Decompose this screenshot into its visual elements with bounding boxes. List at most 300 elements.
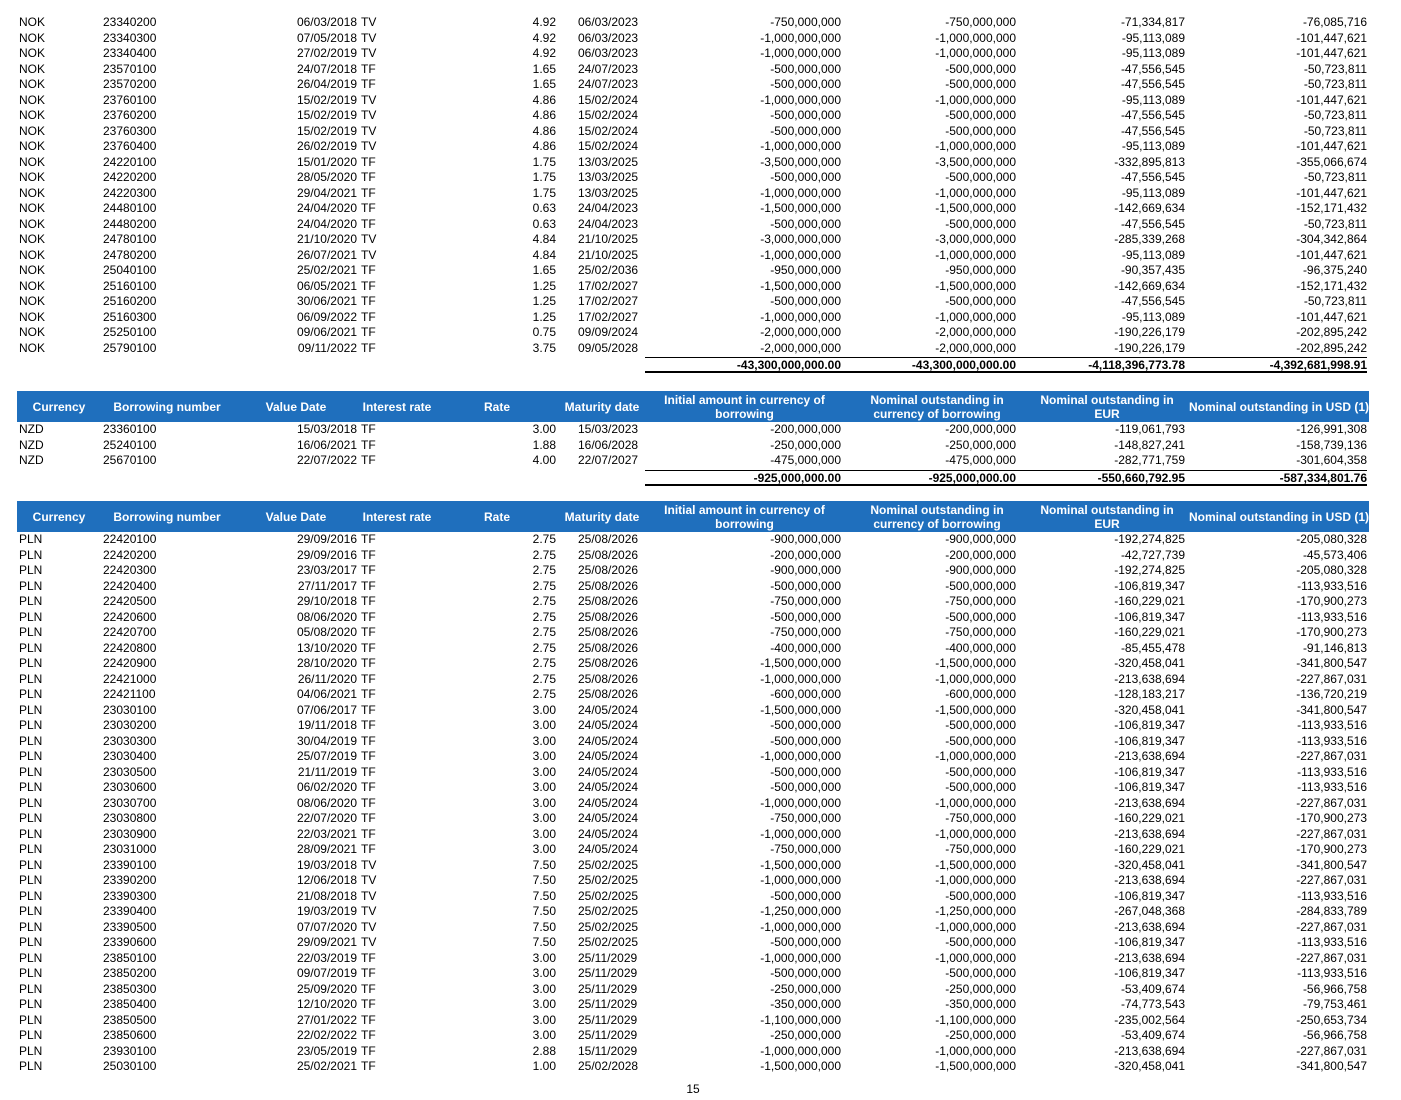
nominal-usd-cell: -170,900,273 (1296, 625, 1367, 639)
table-row (17, 641, 1369, 657)
nominal-ccy-cell: -3,000,000,000 (935, 232, 1016, 246)
borrowing-number-cell: 25030100 (103, 1059, 157, 1073)
value-date-cell: 22/07/2022 (296, 453, 357, 467)
nominal-eur-cell: -53,409,674 (1120, 981, 1185, 996)
nominal-ccy-cell: -900,000,000 (945, 532, 1016, 546)
currency-cell: PLN (19, 780, 43, 794)
rate-cell: 2.75 (532, 625, 556, 639)
interest-type-cell: TV (361, 232, 377, 246)
nominal-usd-cell: -113,933,516 (1297, 935, 1367, 949)
nominal-usd-cell: -152,171,432 (1296, 278, 1367, 293)
nominal-eur-cell: -285,339,268 (1114, 232, 1185, 246)
currency-cell: NOK (19, 247, 46, 262)
nominal-usd-cell: -341,800,547 (1296, 857, 1367, 872)
nominal-usd-cell: -205,080,328 (1296, 563, 1367, 577)
initial-amount-cell: -1,500,000,000 (760, 201, 841, 215)
maturity-date-cell: 09/05/2028 (578, 340, 639, 355)
nominal-eur-cell: -119,061,793 (1115, 422, 1185, 436)
borrowing-number-cell: 23760200 (103, 108, 157, 122)
nominal-eur-cell: -47,556,545 (1120, 123, 1185, 138)
maturity-date-cell: 06/03/2023 (578, 46, 639, 60)
borrowing-number-cell: 23390200 (103, 873, 157, 887)
rate-cell: 2.75 (532, 532, 556, 546)
nominal-usd-cell: -170,900,273 (1296, 811, 1367, 825)
nzd-borrowings-table (17, 391, 1369, 485)
currency-cell: PLN (19, 950, 43, 965)
initial-amount-cell: -500,000,000 (770, 123, 841, 138)
maturity-date-cell: 25/11/2029 (578, 966, 638, 980)
nominal-ccy-cell: -600,000,000 (945, 687, 1016, 701)
table-row (17, 951, 1369, 967)
initial-amount-cell: -500,000,000 (770, 935, 841, 949)
borrowing-number-cell: 23390100 (103, 857, 157, 872)
nominal-ccy-cell: -500,000,000 (945, 294, 1016, 308)
currency-cell: PLN (19, 935, 43, 949)
interest-type-cell: TF (361, 811, 376, 825)
nominal-ccy-cell: -1,000,000,000 (935, 309, 1016, 324)
currency-cell: NOK (19, 294, 46, 308)
table-row (17, 687, 1369, 703)
value-date-cell: 24/04/2020 (296, 201, 357, 215)
maturity-date-cell: 25/11/2029 (578, 997, 638, 1011)
rate-cell: 7.50 (532, 904, 556, 918)
borrowing-number-cell: 23850600 (103, 1028, 157, 1042)
maturity-date-cell: 25/02/2025 (578, 935, 639, 949)
value-date-cell: 22/03/2021 (296, 826, 357, 841)
nominal-ccy-cell: -1,500,000,000 (935, 1059, 1016, 1073)
nominal-eur-cell: -85,455,478 (1120, 640, 1185, 655)
column-header-nominal-outstanding-usd: Nominal outstanding in USD (1) (1189, 509, 1369, 524)
value-date-cell: 16/06/2021 (296, 437, 357, 452)
currency-cell: PLN (19, 811, 43, 825)
currency-cell: PLN (19, 826, 43, 841)
rate-cell: 0.63 (532, 201, 556, 215)
nominal-eur-cell: -47,556,545 (1120, 170, 1185, 184)
maturity-date-cell: 15/02/2024 (578, 123, 639, 138)
currency-cell: PLN (19, 749, 43, 763)
maturity-date-cell: 25/08/2026 (578, 578, 639, 593)
value-date-cell: 09/11/2022 (297, 340, 357, 355)
table-row (17, 935, 1369, 951)
table-row (17, 248, 1369, 264)
nominal-eur-cell: -47,556,545 (1120, 216, 1185, 231)
column-header-initial-amount: Initial amount in currency of borrowing (664, 502, 825, 531)
currency-cell: NOK (19, 170, 46, 184)
nominal-usd-cell: -227,867,031 (1296, 671, 1367, 686)
borrowing-number-cell: 23360100 (103, 422, 157, 436)
table-header (17, 391, 1369, 422)
nominal-ccy-cell: -750,000,000 (945, 15, 1016, 29)
value-date-cell: 27/01/2022 (296, 1012, 357, 1027)
table-row (17, 438, 1369, 454)
initial-amount-cell: -3,500,000,000 (760, 154, 841, 169)
initial-amount-cell: -1,000,000,000 (760, 919, 841, 934)
column-header-interest-rate: Interest rate (362, 509, 432, 524)
interest-type-cell: TV (361, 857, 377, 872)
nominal-ccy-cell: -1,000,000,000 (935, 247, 1016, 262)
value-date-cell: 26/11/2020 (297, 671, 357, 686)
rate-cell: 4.84 (532, 232, 556, 246)
nominal-usd-cell: -158,739,136 (1296, 437, 1367, 452)
maturity-date-cell: 25/11/2029 (578, 1012, 638, 1027)
nominal-eur-cell: -190,226,179 (1114, 325, 1185, 339)
interest-type-cell: TF (361, 578, 376, 593)
table-row (17, 765, 1369, 781)
borrowing-number-cell: 23030300 (103, 733, 157, 748)
initial-amount-cell: -1,000,000,000 (760, 309, 841, 324)
currency-cell: PLN (19, 873, 43, 887)
interest-type-cell: TV (361, 919, 377, 934)
value-date-cell: 26/07/2021 (296, 247, 357, 262)
value-date-cell: 29/10/2018 (296, 594, 357, 608)
interest-type-cell: TF (361, 640, 376, 655)
nominal-eur-cell: -106,819,347 (1114, 609, 1185, 624)
interest-type-cell: TF (361, 1043, 376, 1058)
nominal-ccy-cell: -1,000,000,000 (935, 185, 1016, 200)
initial-amount-cell: -475,000,000 (770, 453, 841, 467)
nominal-eur-cell: -142,669,634 (1114, 201, 1185, 215)
interest-type-cell: TF (361, 966, 376, 980)
maturity-date-cell: 24/05/2024 (578, 718, 639, 732)
column-header-value-date: Value Date (265, 399, 327, 414)
nominal-usd-cell: -301,604,358 (1296, 453, 1367, 467)
nominal-eur-cell: -90,357,435 (1120, 263, 1185, 277)
borrowing-number-cell: 23390500 (103, 919, 157, 934)
value-date-cell: 25/02/2021 (296, 263, 357, 277)
nominal-usd-cell: -45,573,406 (1302, 547, 1367, 562)
table-row (17, 77, 1369, 93)
interest-type-cell: TV (361, 904, 377, 918)
nominal-usd-cell: -101,447,621 (1296, 247, 1367, 262)
table-header (17, 501, 1369, 532)
value-date-cell: 13/10/2020 (296, 640, 357, 655)
currency-cell: PLN (19, 563, 43, 577)
value-date-cell: 12/10/2020 (296, 997, 357, 1011)
nominal-eur-cell: -160,229,021 (1114, 625, 1185, 639)
maturity-date-cell: 24/04/2023 (578, 216, 639, 231)
interest-type-cell: TF (361, 61, 376, 76)
maturity-date-cell: 24/05/2024 (578, 749, 639, 763)
maturity-date-cell: 09/09/2024 (578, 325, 639, 339)
maturity-date-cell: 24/05/2024 (578, 842, 639, 856)
value-date-cell: 21/11/2019 (297, 764, 357, 779)
value-date-cell: 19/03/2019 (296, 904, 357, 918)
nominal-eur-cell: -213,638,694 (1114, 795, 1185, 810)
interest-type-cell: TF (361, 154, 376, 169)
maturity-date-cell: 15/11/2029 (578, 1043, 638, 1058)
value-date-cell: 09/07/2019 (296, 966, 357, 980)
nominal-eur-cell: -282,771,759 (1114, 453, 1185, 467)
table-row (17, 217, 1369, 233)
column-header-initial-amount: Initial amount in currency of borrowing (664, 392, 825, 421)
table-row (17, 1013, 1369, 1029)
initial-amount-cell: -1,000,000,000 (760, 46, 841, 60)
table-row (17, 703, 1369, 719)
nominal-ccy-cell: -1,000,000,000 (935, 950, 1016, 965)
currency-cell: PLN (19, 1012, 43, 1027)
maturity-date-cell: 16/06/2028 (578, 437, 639, 452)
nominal-ccy-cell: -350,000,000 (945, 997, 1016, 1011)
rate-cell: 1.65 (532, 61, 556, 76)
initial-amount-cell: -950,000,000 (770, 263, 841, 277)
nominal-usd-cell: -170,900,273 (1296, 842, 1367, 856)
nominal-ccy-cell: -2,000,000,000 (935, 325, 1016, 339)
rate-cell: 3.00 (532, 1028, 556, 1042)
nominal-eur-cell: -213,638,694 (1114, 1043, 1185, 1058)
currency-cell: PLN (19, 609, 43, 624)
maturity-date-cell: 21/10/2025 (578, 232, 639, 246)
initial-amount-cell: -500,000,000 (770, 216, 841, 231)
currency-cell: PLN (19, 997, 43, 1011)
interest-type-cell: TV (361, 888, 377, 903)
nominal-eur-cell: -213,638,694 (1114, 950, 1185, 965)
borrowing-number-cell: 22420500 (103, 594, 157, 608)
currency-cell: NOK (19, 108, 46, 122)
nominal-eur-cell: -213,638,694 (1114, 826, 1185, 841)
nominal-ccy-cell: -1,500,000,000 (935, 201, 1016, 215)
value-date-cell: 29/04/2021 (296, 185, 357, 200)
rate-cell: 3.00 (532, 826, 556, 841)
rate-cell: 2.75 (532, 671, 556, 686)
nominal-eur-cell: -106,819,347 (1114, 578, 1185, 593)
currency-cell: PLN (19, 578, 43, 593)
rate-cell: 4.86 (532, 92, 556, 107)
nominal-ccy-cell: -1,500,000,000 (935, 702, 1016, 717)
currency-cell: NZD (19, 422, 44, 436)
nominal-usd-cell: -304,342,864 (1296, 232, 1367, 246)
interest-type-cell: TF (361, 294, 376, 308)
value-date-cell: 28/10/2020 (296, 656, 357, 670)
borrowing-number-cell: 25160100 (103, 278, 157, 293)
borrowing-number-cell: 25160200 (103, 294, 157, 308)
nominal-ccy-cell: -900,000,000 (945, 563, 1016, 577)
interest-type-cell: TF (361, 842, 376, 856)
table-row (17, 904, 1369, 920)
nominal-ccy-cell: -500,000,000 (945, 61, 1016, 76)
currency-cell: NZD (19, 453, 44, 467)
total-nominal-eur: -4,118,396,773.78 (1016, 357, 1185, 373)
interest-type-cell: TF (361, 563, 376, 577)
nominal-ccy-cell: -250,000,000 (945, 981, 1016, 996)
table-row (17, 341, 1369, 357)
nominal-usd-cell: -113,933,516 (1297, 578, 1367, 593)
rate-cell: 3.00 (532, 981, 556, 996)
interest-type-cell: TV (361, 92, 377, 107)
borrowing-number-cell: 24220200 (103, 170, 157, 184)
borrowing-number-cell: 23340200 (103, 15, 157, 29)
interest-type-cell: TF (361, 1028, 376, 1042)
initial-amount-cell: -900,000,000 (770, 563, 841, 577)
table-row (17, 594, 1369, 610)
table-row (17, 155, 1369, 171)
initial-amount-cell: -1,250,000,000 (760, 904, 841, 918)
nominal-ccy-cell: -500,000,000 (945, 123, 1016, 138)
rate-cell: 4.86 (532, 139, 556, 153)
currency-cell: NOK (19, 61, 46, 76)
currency-cell: PLN (19, 733, 43, 748)
nominal-eur-cell: -235,002,564 (1114, 1012, 1185, 1027)
maturity-date-cell: 25/08/2026 (578, 687, 639, 701)
nominal-ccy-cell: -400,000,000 (945, 640, 1016, 655)
borrowing-number-cell: 23030600 (103, 780, 157, 794)
maturity-date-cell: 25/08/2026 (578, 656, 639, 670)
currency-cell: NOK (19, 309, 46, 324)
value-date-cell: 27/11/2017 (297, 578, 357, 593)
nominal-eur-cell: -106,819,347 (1114, 966, 1185, 980)
borrowing-number-cell: 22420100 (103, 532, 157, 546)
borrowing-number-cell: 23850200 (103, 966, 157, 980)
borrowing-number-cell: 24220100 (103, 154, 157, 169)
value-date-cell: 26/04/2019 (296, 77, 357, 91)
currency-cell: NOK (19, 92, 46, 107)
interest-type-cell: TF (361, 309, 376, 324)
maturity-date-cell: 15/02/2024 (578, 92, 639, 107)
nominal-usd-cell: -50,723,811 (1303, 170, 1367, 184)
initial-amount-cell: -900,000,000 (770, 532, 841, 546)
initial-amount-cell: -500,000,000 (770, 609, 841, 624)
nominal-ccy-cell: -500,000,000 (945, 888, 1016, 903)
table-row (17, 201, 1369, 217)
value-date-cell: 24/07/2018 (296, 61, 357, 76)
maturity-date-cell: 15/02/2024 (578, 108, 639, 122)
nominal-usd-cell: -79,753,461 (1302, 997, 1367, 1011)
rate-cell: 1.65 (532, 263, 556, 277)
interest-type-cell: TV (361, 30, 377, 45)
borrowing-number-cell: 25670100 (103, 453, 157, 467)
rate-cell: 3.00 (532, 702, 556, 717)
initial-amount-cell: -1,500,000,000 (760, 278, 841, 293)
currency-cell: PLN (19, 904, 43, 918)
rate-cell: 3.00 (532, 811, 556, 825)
maturity-date-cell: 25/02/2025 (578, 888, 639, 903)
nominal-ccy-cell: -500,000,000 (945, 609, 1016, 624)
interest-type-cell: TF (361, 1059, 376, 1073)
interest-type-cell: TF (361, 671, 376, 686)
nominal-usd-cell: -341,800,547 (1296, 656, 1367, 670)
nominal-ccy-cell: -500,000,000 (945, 966, 1016, 980)
interest-type-cell: TF (361, 749, 376, 763)
table-row (17, 46, 1369, 62)
maturity-date-cell: 25/02/2025 (578, 857, 639, 872)
table-row (17, 749, 1369, 765)
borrowing-number-cell: 23570200 (103, 77, 157, 91)
nominal-ccy-cell: -200,000,000 (945, 547, 1016, 562)
nominal-eur-cell: -320,458,041 (1114, 656, 1185, 670)
rate-cell: 1.75 (532, 185, 556, 200)
nominal-ccy-cell: -1,000,000,000 (935, 1043, 1016, 1058)
nominal-usd-cell: -113,933,516 (1297, 888, 1367, 903)
nominal-usd-cell: -101,447,621 (1296, 46, 1367, 60)
borrowing-number-cell: 23760100 (103, 92, 157, 107)
nominal-eur-cell: -142,669,634 (1114, 278, 1185, 293)
nominal-usd-cell: -284,833,789 (1296, 904, 1367, 918)
initial-amount-cell: -500,000,000 (770, 294, 841, 308)
borrowing-number-cell: 25790100 (103, 340, 157, 355)
nominal-usd-cell: -227,867,031 (1296, 873, 1367, 887)
borrowing-number-cell: 25240100 (103, 437, 157, 452)
nominal-ccy-cell: -750,000,000 (945, 594, 1016, 608)
maturity-date-cell: 25/08/2026 (578, 671, 639, 686)
nominal-ccy-cell: -500,000,000 (945, 733, 1016, 748)
nominal-usd-cell: -50,723,811 (1303, 61, 1367, 76)
table-row (17, 31, 1369, 47)
nominal-ccy-cell: -500,000,000 (945, 77, 1016, 91)
interest-type-cell: TF (361, 185, 376, 200)
rate-cell: 3.00 (532, 842, 556, 856)
interest-type-cell: TF (361, 625, 376, 639)
interest-type-cell: TF (361, 325, 376, 339)
table-row (17, 982, 1369, 998)
nominal-eur-cell: -95,113,089 (1121, 247, 1185, 262)
initial-amount-cell: -350,000,000 (770, 997, 841, 1011)
nominal-eur-cell: -160,229,021 (1114, 594, 1185, 608)
nominal-eur-cell: -47,556,545 (1120, 61, 1185, 76)
initial-amount-cell: -500,000,000 (770, 108, 841, 122)
initial-amount-cell: -250,000,000 (770, 437, 841, 452)
value-date-cell: 30/04/2019 (296, 733, 357, 748)
totals-row (17, 356, 1369, 372)
nominal-eur-cell: -160,229,021 (1114, 811, 1185, 825)
column-header-rate: Rate (483, 509, 510, 524)
nominal-eur-cell: -95,113,089 (1121, 30, 1185, 45)
nominal-eur-cell: -320,458,041 (1114, 702, 1185, 717)
currency-cell: PLN (19, 1028, 43, 1042)
currency-cell: NOK (19, 216, 46, 231)
interest-type-cell: TV (361, 247, 377, 262)
borrowing-number-cell: 22421100 (103, 687, 156, 701)
value-date-cell: 08/06/2020 (296, 795, 357, 810)
currency-cell: PLN (19, 594, 43, 608)
value-date-cell: 07/07/2020 (296, 919, 357, 934)
currency-cell: NOK (19, 340, 46, 355)
initial-amount-cell: -500,000,000 (770, 733, 841, 748)
maturity-date-cell: 13/03/2025 (578, 154, 639, 169)
table-row (17, 672, 1369, 688)
value-date-cell: 23/03/2017 (296, 563, 357, 577)
maturity-date-cell: 24/07/2023 (578, 77, 639, 91)
nominal-eur-cell: -71,334,817 (1120, 15, 1185, 29)
value-date-cell: 06/03/2018 (296, 15, 357, 29)
borrowing-number-cell: 22420800 (103, 640, 157, 655)
nominal-usd-cell: -96,375,240 (1302, 263, 1367, 277)
nominal-ccy-cell: -250,000,000 (945, 437, 1016, 452)
nominal-ccy-cell: -1,500,000,000 (935, 656, 1016, 670)
initial-amount-cell: -750,000,000 (770, 842, 841, 856)
currency-cell: PLN (19, 966, 43, 980)
interest-type-cell: TF (361, 201, 376, 215)
initial-amount-cell: -200,000,000 (770, 547, 841, 562)
total-nominal-usd: -4,392,681,998.91 (1185, 357, 1367, 373)
interest-type-cell: TV (361, 46, 377, 60)
currency-cell: NOK (19, 30, 46, 45)
interest-type-cell: TF (361, 422, 376, 436)
borrowing-number-cell: 24780100 (103, 232, 157, 246)
currency-cell: PLN (19, 857, 43, 872)
nominal-usd-cell: -126,991,308 (1296, 422, 1367, 436)
table-row (17, 108, 1369, 124)
rate-cell: 3.00 (532, 950, 556, 965)
nominal-eur-cell: -320,458,041 (1114, 857, 1185, 872)
nominal-eur-cell: -47,556,545 (1120, 77, 1185, 91)
rate-cell: 2.75 (532, 687, 556, 701)
borrowing-number-cell: 23030500 (103, 764, 157, 779)
table-row (17, 310, 1369, 326)
column-header-rate: Rate (483, 399, 510, 414)
currency-cell: PLN (19, 702, 43, 717)
currency-cell: PLN (19, 532, 43, 546)
nominal-ccy-cell: -1,000,000,000 (935, 795, 1016, 810)
currency-cell: PLN (19, 1043, 43, 1058)
